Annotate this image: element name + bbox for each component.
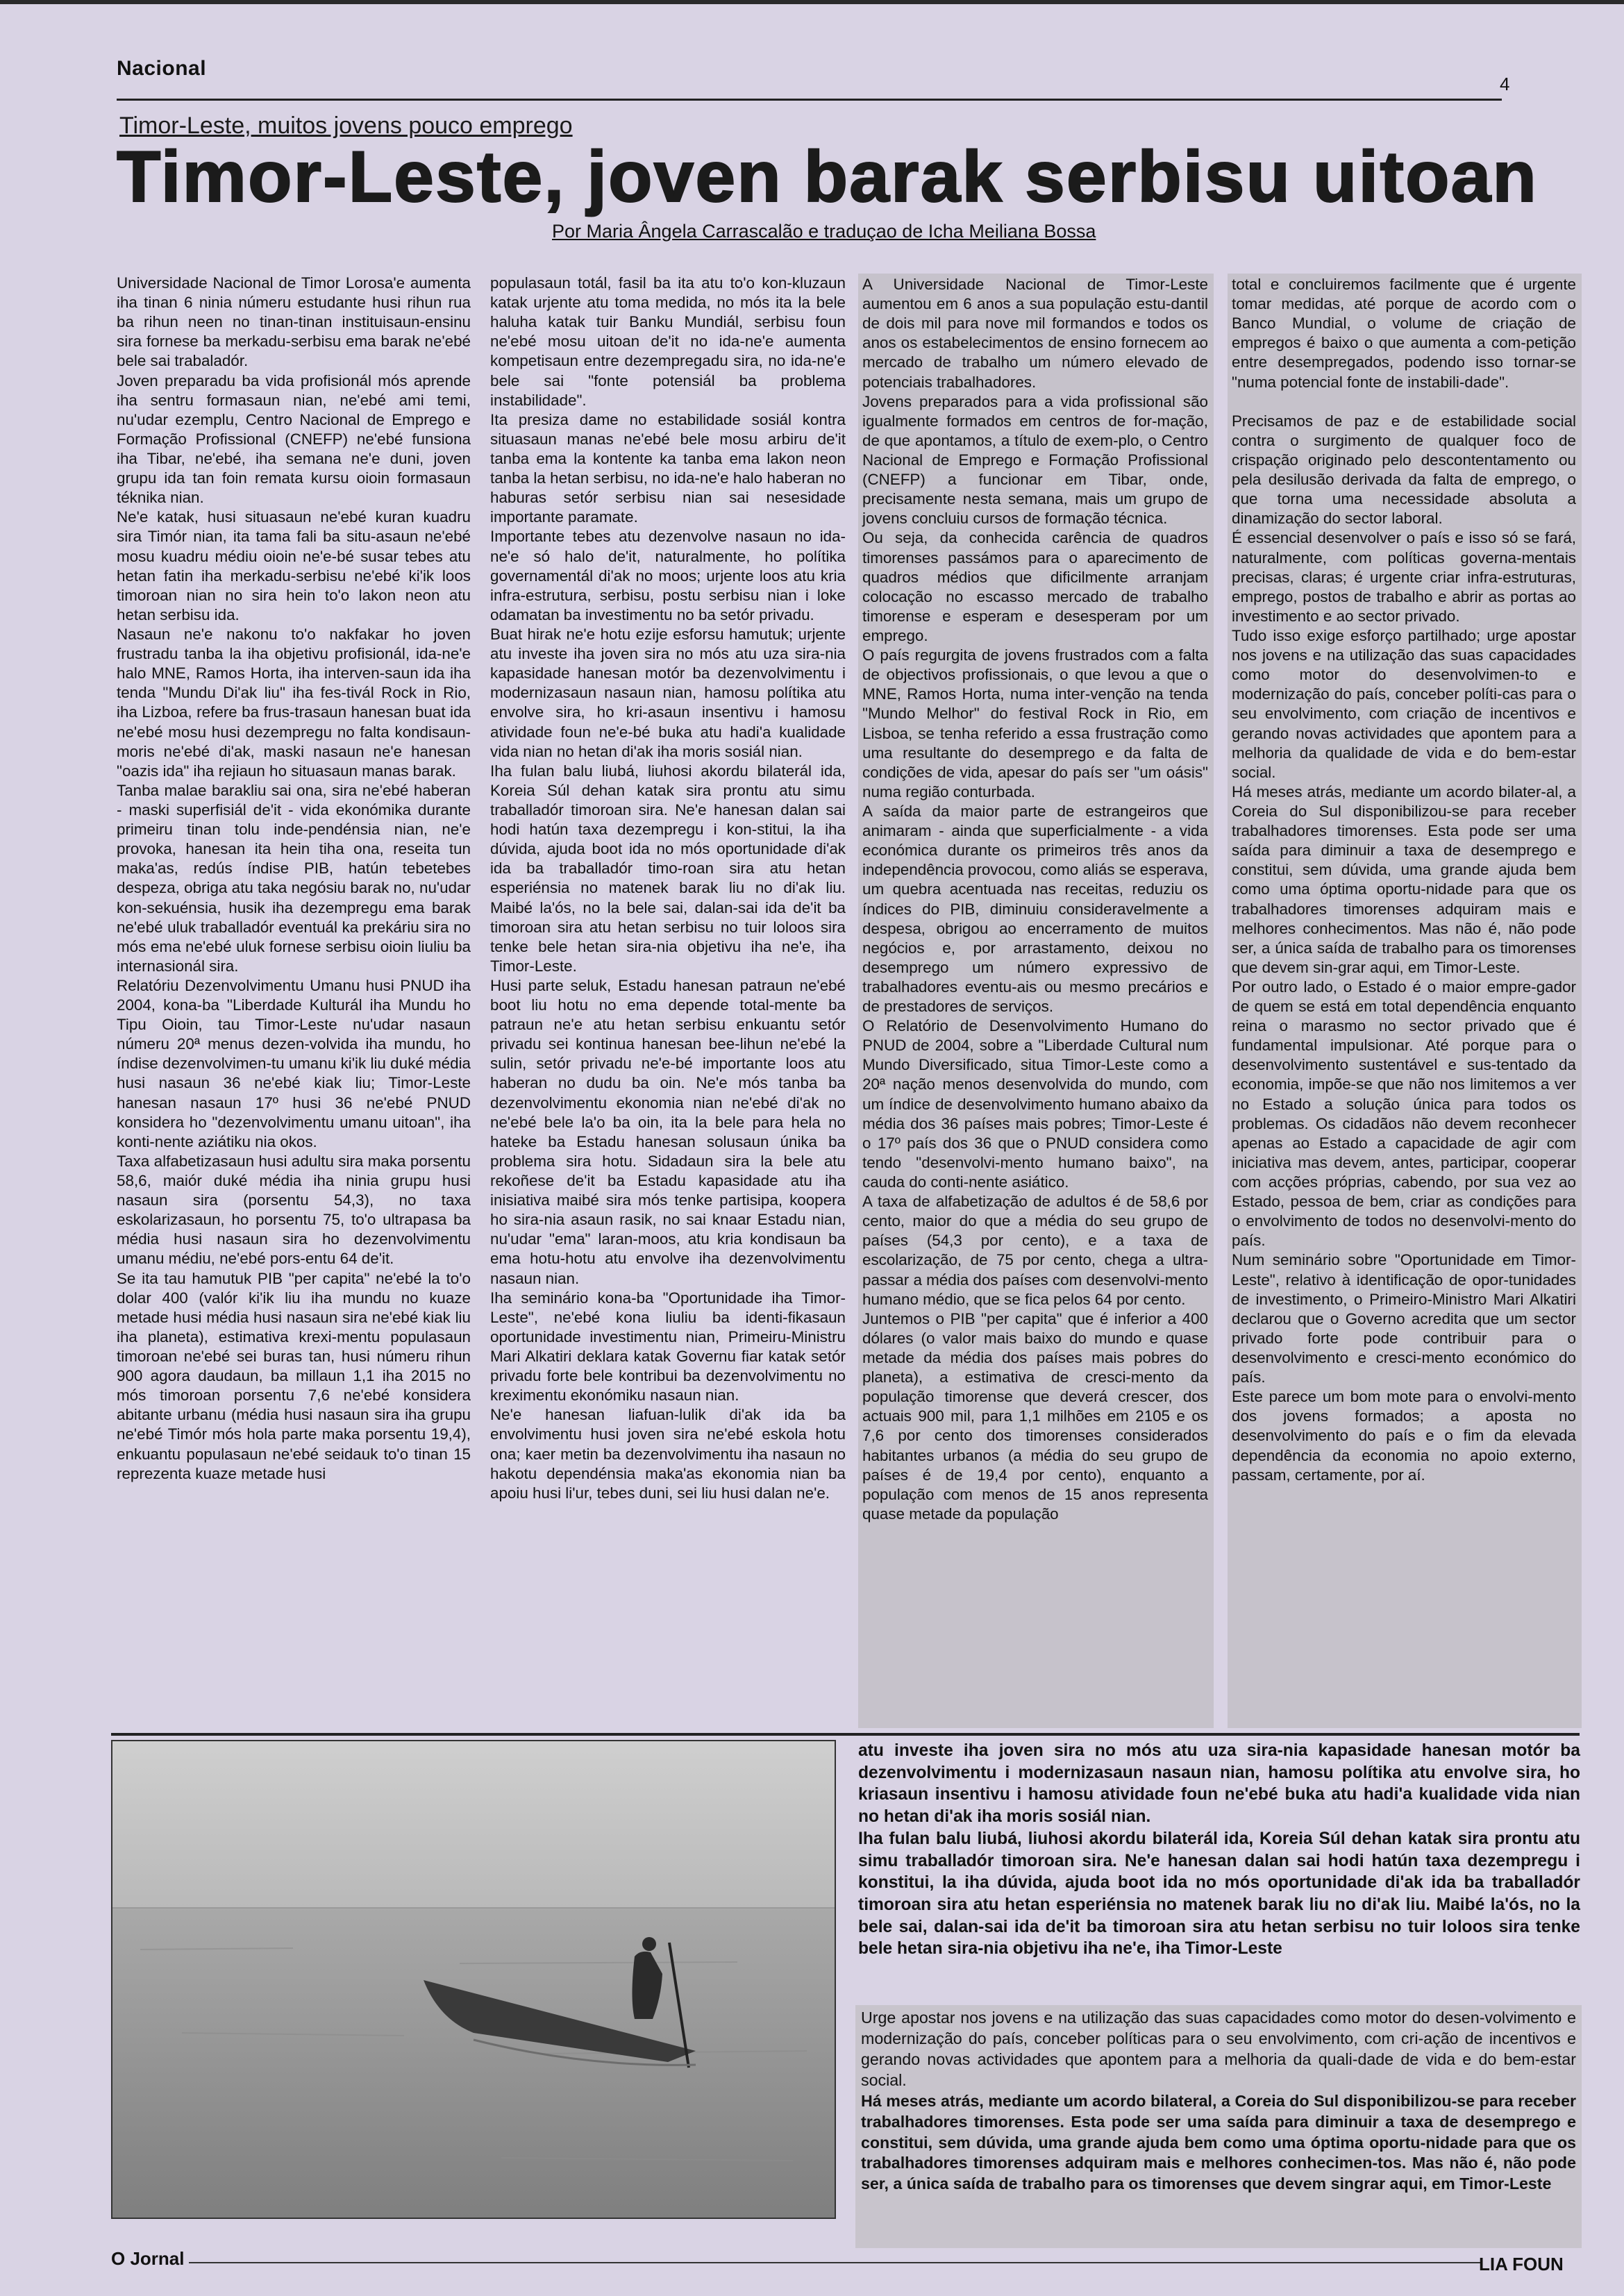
- fisherman-canoe-image: [112, 1741, 835, 2218]
- paragraph: Este parece um bom mote para o envolvi-mento dos jovens formados; a aposta no desenvolvimento do país e o fim da elevada dependência da economia no apoio externo, passam, certamente, por aí.: [1232, 1388, 1576, 1484]
- paragraph: Ita presiza dame no estabilidade sosiál kontra situasaun manas ne'ebé bele mosu arbiru de'it tanba ema la kontente ka tanba ema lakon neon tanba la hetan serbisu, no ida-ne'e halo haberan no haburas setór serbisu nian sai nesesidade importante paramate.: [490, 410, 846, 526]
- paragraph: Por outro lado, o Estado é o maior empre-gador de quem se está em total dependência enquanto reina o marasmo no sector privado que é fundamental impulsionar. Até porque para o desenvolvimento sustentável e sus-tentado da economia, impõe-se que não nos limitemos a ver no Estado a solução única para todos os problemas. Os cidadãos não devem reconhecer apenas ao Estado a capacidade de agir com iniciativa mas devem, antes, participar, cooperar com acções próprias, cabendo, por sua vez ao Estado, pessoa de bem, criar as condições para o envolvimento de todos no desenvolvi-mento do país.: [1232, 978, 1576, 1250]
- paragraph: O país regurgita de jovens frustrados com a falta de objectivos profissionais, o que levou a que o MNE, Ramos Horta, numa inter-venção na tenda "Mundo Melhor" do festival Rock in Rio, em Lisboa, se tenha referido a essa frustração como uma resultante do desemprego e da falta de condições de vida, apesar do país ser "um oásis" numa região conturbada.: [862, 646, 1208, 801]
- highlight-box: [855, 2005, 1582, 2248]
- paragraph: Taxa alfabetizasaun husi adultu sira maka porsentu 58,6, maiór duké média iha ninia grupu husi nasaun sira (porsentu 54,3), no taxa eskolarizasaun, ho porsentu 75, to'o ultrapasa ba média husi nasaun sira ho dezenvolvimentu umanu médiu, ne'ebé pors-entu 64 de'it.: [117, 1152, 471, 1268]
- footer-section: LIA FOUN: [1479, 2254, 1564, 2274]
- paragraph: Ne'e katak, husi situasaun ne'ebé kuran kuadru sira Timór nian, ita tama fali ba situ-asaun ne'ebé mosu kuadru médiu oioin ne'e-bé susar tebes atu hetan fatin iha merkadu-serbisu ne'ebé ki'ik loos timoroan nian no sira hein to'o lakon neon atu hetan serbisu ida.: [117, 508, 471, 623]
- paragraph-spacer: [1232, 392, 1576, 412]
- pull-quote: [858, 1740, 1580, 1960]
- paragraph: A saída da maior parte de estrangeiros que animaram - ainda que superficialmente - a vida económica durante os primeiros três anos da independência provocou, como aliás se esperava, um quebra acentuada nas receitas, reduziu os índices do PIB, diminuiu consideravelmente a despesa, obrigou ao encerramento de muitos negócios e, por arrastamento, deixou no desemprego um número expressivo de trabalhadores eventu-ais ou mesmo precários e de prestadores de serviços.: [862, 802, 1208, 1016]
- highlight-paragraph: Urge apostar nos jovens e na utilização das suas capacidades como motor do desen-volvimento e modernização do país, conceber políticas para o seu envolvimento, com cri-ação de incentivos e gerando novas actividades que apontem para a melhoria da quali-dade de vida e do bem-estar social.: [861, 2009, 1576, 2089]
- article-byline: Por Maria Ângela Carrascalão e traduçao de Icha Meiliana Bossa: [552, 221, 1096, 242]
- paragraph: populasaun totál, fasil ba ita atu to'o kon-kluzaun katak urjente atu toma medida, no mós ita la bele haluha katak tuir Banku Mundiál, serbisu foun ne'ebé mosu uitoan de'it no ida-ne'e aumenta kompetisaun entre dezempregadu sira, no ida-ne'e bele sai "fonte potensiál ba problema instabilidade".: [490, 274, 846, 409]
- paragraph: Jovens preparados para a vida profissional são igualmente formados em centros de for-mação, de que apontamos, a título de exem-plo, o Centro Nacional de Emprego e Formação Profissional (CNEFP) a funcionar em Tibar, onde, precisamente nesta semana, mais um grupo de jovens concluiu cursos de formação técnica.: [862, 392, 1208, 528]
- column-tetum-1: [117, 274, 471, 1718]
- paragraph: Universidade Nacional de Timor Lorosa'e aumenta iha tinan 6 ninia númeru estudante husi rihun rua ba rihun neen no tinan-tinan instituisaun-ensinu sira fornese ba merkadu-serbisu ema barak ne'ebé bele sai trabaladór.: [117, 274, 471, 370]
- article-headline: Timor-Leste, joven barak serbisu uitoan: [117, 137, 1538, 217]
- paragraph: total e concluiremos facilmente que é urgente tomar medidas, até porque de acordo com o Banco Mundial, o volume de criação de empregos é baixo o que aumenta a com-petição entre desempregados, podendo isso tornar-se "numa potencial fonte de instabili-dade".: [1232, 276, 1576, 391]
- paragraph: A taxa de alfabetização de adultos é de 58,6 por cento, maior do que a média do seu grupo de países (54,3 por cento), e a taxa de escolarização, de 75 por cento, chega a ultra-passar a média dos países com desenvolvi-mento humano médio, que se fica pelos 64 por cento.: [862, 1193, 1208, 1308]
- paragraph: Husi parte seluk, Estadu hanesan patraun ne'ebé boot liu hotu no ema depende total-mente ba patraun ne'e atu hetan serbisu enkuantu setór privadu sei kontinua hanesan bee-lihun ne'ebé la sulin, setór privadu ne'e-bé importante loos atu haberan no dudu ba oin. Ne'e mós tanba ba dezenvolvimentu ekonomia nian ne'ebé di'ak no ne'ebé bele la'o ba oin, ita la bele para hela no hateke ba Estadu hanesan solusaun únika ba problema sira hotu. Sidadaun sira la bele atu rekoñese de'it ba Estadu kapasidade atu iha inisiativa maibé sira mós tenke partisipa, koopera ho sira-nia asaun rasik, no sai knaar Estadu nian, nu'udar "ema" laran-moos, atu kria kondisaun ba ema hotu-hotu atu envolve iha dezenvolvimentu nasaun nian.: [490, 976, 846, 1287]
- paragraph: Juntemos o PIB "per capita" que é inferior a 400 dólares (o valor mais baixo do mundo e quase metade da média dos países mais pobres do planeta), a estimativa de cresci-mento da população timorense que deverá crescer, dos actuais 900 mil, para 1,1 milhões em 2105 e os 7,6 por cento dos timorenses considerados habitantes urbanos (a média do seu grupo de países é de 19,4 por cento), enquanto a população com menos de 15 anos representa quase metade da população: [862, 1309, 1208, 1523]
- paragraph: Importante tebes atu dezenvolve nasaun no ida-ne'e só halo de'it, naturalmente, ho polítika governamentál di'ak no moos; urjente loos atu kria infra-estrutura, serbisu, postu serbisu nian i loke odamatan ba investimentu no ba setór privadu.: [490, 528, 846, 623]
- paragraph: Nasaun ne'e nakonu to'o nakfakar ho joven frustradu tanba la iha objetivu profisionál, ida-ne'e halo MNE, Ramos Horta, iha interven-saun ida iha tenda "Mundu Di'ak liu" iha fes-tivál Rock in Rio, iha Lizboa, refere ba frus-trasaun hanesan buat ida ne'ebé mosu husi dezempregu no falta kondisaun-moris ne'ebé di'ak, maski nasaun ne'e hanesan "oazis ida" iha rejiaun ho situasaun manas barak.: [117, 625, 471, 780]
- paragraph: Precisamos de paz e de estabilidade social contra o surgimento de qualquer foco de crispação originado pelo descontentamento ou pela desilusão derivada da falta de emprego, o que torna uma necessidade absoluta a dinamização do sector laboral.: [1232, 412, 1576, 528]
- column-portuguese-1: [858, 274, 1214, 1728]
- pull-quote-paragraph: atu investe iha joven sira no mós atu uza sira-nia kapasidade hanesan motór ba dezenvolvimentu i modernizasaun nasaun nian, hamosu polítika atu envolve sira, ho kriasaun insentivu i hamosu atividade foun ne'ebé buka atu hadi'a kualidade vida nian no hetan di'ak iha moris sosiál nian.: [858, 1741, 1580, 1827]
- pull-quote-paragraph: Iha fulan balu liubá, liuhosi akordu bilaterál ida, Koreia Súl dehan katak sira prontu atu simu traballadór timoroan sira. Ne'e hanesan dalan sai hodi hatún taxa dezempregu i konstitui, la iha dúvida, ajuda boot ida no mós oportunidade di'ak ida ba traballadór timoroan sira atu hetan esperiénsia no matenek barak liu no di'ak liu. Maibé la'ós, no la bele sai, dalan-sai ida de'it ba timoroan sira atu hetan serbisu no tuir loloos sira tenke bele hetan sira-nia objetivu iha ne'e, iha Timor-Leste: [858, 1829, 1580, 1959]
- column-portuguese-2: [1228, 274, 1582, 1728]
- paragraph: Joven preparadu ba vida profisionál mós aprende iha sentru formasaun nian, ne'ebé ami temi, nu'udar ezemplu, Centro Nacional de Emprego e Formação Profissional (CNEFP) ne'ebé funsiona iha Tibar, ne'ebé, iha semana ne'e duni, joven grupu ida tan foin remata kursu oioin formasaun téknika nian.: [117, 371, 471, 507]
- paragraph: A Universidade Nacional de Timor-Leste aumentou em 6 anos a sua população estu-dantil de dois mil para nove mil formandos e todos os anos os estabelecimentos de ensino fornecem ao mercado de trabalho um número elevado de potenciais trabalhadores.: [862, 276, 1208, 391]
- paragraph: Buat hirak ne'e hotu ezije esforsu hamutuk; urjente atu investe iha joven sira no mós atu uza sira-nia kapasidade hanesan motór ba dezenvolvimentu i modernizasaun nasaun nian, hamosu polítika atu envolve sira, ho kri-asaun insentivu i hamosu atividade foun ne'e-bé buka atu hadi'a kualidade vida nian no hetan di'ak iha moris sosiál nian.: [490, 625, 846, 760]
- footer-publication: O Jornal: [111, 2248, 185, 2269]
- boat-photo: [111, 1740, 836, 2219]
- footer-rule: [189, 2262, 1480, 2263]
- paragraph: Iha fulan balu liubá, liuhosi akordu bilaterál ida, Koreia Súl dehan katak sira prontu atu simu traballadór timoroan sira. Ne'e hanesan dalan sai hodi hatún taxa dezempregu i kon-stitui, la iha dúvida, ajuda boot ida no mós oportunidade di'ak ida ba traballadór timo-roan sira atu hetan esperiénsia no matenek barak liu no di'ak liu. Maibé la'ós, no la bele sai, dalan-sai ida de'it ba timoroan sira atu hetan serbisu no tuir loloos sira tenke bele hetan sira-nia objetivu iha ne'e, iha Timor-Leste.: [490, 762, 846, 975]
- section-label: Nacional: [117, 57, 207, 80]
- paragraph: O Relatório de Desenvolvimento Humano do PNUD de 2004, sobre a "Liberdade Cultural num Mundo Diversificado, situa Timor-Leste como a 20ª nação menos desenvolvida do mundo, com um índice de desenvolvimento humano abaixo da média dos 36 países mais pobres; Timor-Leste é o 17º país dos 36 que o PNUD considera como tendo "desenvolvi-mento humano baixo", na cauda do conti-nente asiático.: [862, 1017, 1208, 1191]
- paragraph: Há meses atrás, mediante um acordo bilater-al, a Coreia do Sul disponibilizou-se para receber trabalhadores timorenses. Esta pode ser uma saída para diminuir a taxa de desemprego e constitui, sem dúvida, uma grande ajuda bem como uma óptima oportu-nidade para que os trabalhadores timorenses adquiram mais e melhores conhecimentos. Mas não é, não pode ser, a única saída de trabalho para os timorenses que devem sin-grar aqui, em Timor-Leste.: [1232, 782, 1576, 976]
- article-kicker: Timor-Leste, muitos jovens pouco emprego: [119, 112, 573, 139]
- paragraph: Tanba malae barakliu sai ona, sira ne'ebé haberan - maski superfisiál de'it - vida ekonómika durante primeiru tinan tolu inde-pendénsia nian, ne'e provoka, hanesan ita hein tiha ona, reseita tun maka'as, redús índise PIB, hatún tebetebes despeza, obriga atu taka negósiu barak no, nu'udar kon-sekuénsia, husik iha dezempregu ema barak ne'ebé uluk traballadór eventuál ka prekáriu sira no mós ema ne'ebé uluk fornese serbisu oioin liuliu ba internasionál sira.: [117, 781, 471, 975]
- header-rule: [117, 99, 1502, 101]
- paragraph: Ne'e hanesan liafuan-lulik di'ak ida ba envolvimentu husi joven sira ne'ebé eskola hotu ona; kaer metin ba dezenvolvimentu iha nasaun no hakotu dependénsia maka'as ekonomia nian ba apoiu husi li'ur, tebes duni, sei liu husi dalan ne'e.: [490, 1406, 846, 1502]
- paragraph: Num seminário sobre "Oportunidade em Timor-Leste", relativo à identificação de opor-tunidades de investimento, o Primeiro-Ministro Mari Alkatiri declarou que o Governo acredita que um sector privado forte pode contribuir para o desenvolvimento e cresci-mento económico do país.: [1232, 1251, 1576, 1386]
- paragraph: É essencial desenvolver o país e isso só se fará, naturalmente, com políticas governa-mentais precisas, claras; é urgente criar infra-estruturas, emprego, postos de trabalho e abrir as portas ao investimento e ao sector privado.: [1232, 529, 1576, 625]
- column-tetum-2: [490, 274, 846, 1718]
- paragraph: Tudo isso exige esforço partilhado; urge apostar nos jovens e na utilização das suas capacidades como motor do desenvolvimen-to e modernização do país, conceber políti-cas para o seu envolvimento, com criação de incentivos e gerando novas actividades que apontem para a melhoria da qualidade de vida e do bem-estar social.: [1232, 626, 1576, 781]
- highlight-paragraph: Há meses atrás, mediante um acordo bilateral, a Coreia do Sul disponibilizou-se para receber trabalhadores timorenses. Esta pode ser uma saída para diminuir a taxa de desemprego e constitui, sem dúvida, uma grande ajuda bem como uma óptima oportu-nidade para que os trabalhadores timorenses adquiram mais e melhores conhecimen-tos. Mas não é, não pode ser, a única saída de trabalho para os timorenses que devem singrar aqui, em Timor-Leste: [861, 2091, 1576, 2193]
- paragraph: Iha seminário kona-ba "Oportunidade iha Timor-Leste", ne'ebé kona liuliu ba identi-fikasaun oportunidade investimentu nian, Primeiru-Ministru Mari Alkatiri deklara katak Governu fiar katak setór privadu forte bele kontribui ba dezenvolvimentu no kreximentu ekonómiku nasaun nian.: [490, 1289, 846, 1405]
- section-divider: [111, 1733, 1580, 1736]
- paragraph: Se ita tau hamutuk PIB "per capita" ne'ebé la to'o dolar 400 (valór ki'ik liu iha mundu no kuaze metade husi média husi nasaun sira ne'ebé kiak liu iha planeta), estimativa krexi-mentu populasaun timoroan ne'ebé sei buras tan, husi númeru rihun 900 agora daudaun, ba millaun 1,1 iha 2015 no mós timoroan porsentu 7,6 ne'ebé konsidera abitante urbanu (média husi nasaun sira iha grupu ne'ebé Timór mós hola parte maka porsentu 19,4), enkuantu populasaun ne'ebé seidauk to'o tinan 15 reprezenta kuaze metade husi: [117, 1269, 471, 1482]
- page-number: 4: [1500, 74, 1510, 94]
- paragraph: Relatóriu Dezenvolvimentu Umanu husi PNUD iha 2004, kona-ba "Liberdade Kulturál iha Mundu ho Tipu Oioin, tau Timor-Leste nu'udar nasaun númeru 20ª menus dezen-volvida iha mundu, ho índise dezenvolvimen-tu umanu ki'ik liu duké média husi nasaun 36 ne'ebé kiak liu; Timor-Leste hanesan nasaun 17º husi 36 ne'ebé PNUD konsidera ho "dezenvolvimentu umanu uitoan", iha konti-nente aziátiku nia okos.: [117, 976, 471, 1150]
- paragraph: Ou seja, da conhecida carência de quadros timorenses passámos para o aparecimento de quadros médios que dificilmente arranjam colocação no escasso mercado de trabalho timorense e esperam e desesperam por um emprego.: [862, 529, 1208, 644]
